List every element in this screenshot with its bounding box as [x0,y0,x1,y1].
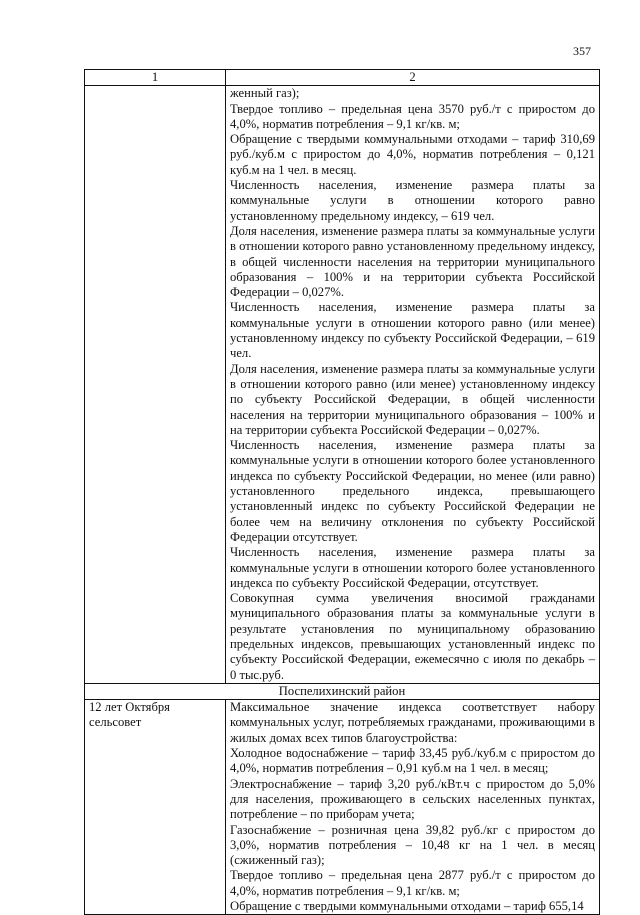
column-header-1: 1 [85,70,226,86]
paragraph: женный газ); [230,86,300,101]
paragraph: Доля населения, изменение размера платы за коммунальные услуги в отношении которого равно (или менее) установленному индексу по субъекту Российской Федерации, в общей численности населения на территории муниципального образования – 100% и на территории субъекта Российской Федерации – 0,027%. [230,361,595,437]
paragraph: Обращение с твердыми коммунальными отходами – тариф 310,69 руб./куб.м с приростом до 4,0%, норматив потребления – 0,121 куб.м на 1 чел. в месяц. [230,132,595,177]
paragraph: Доля населения, изменение размера платы за коммунальные услуги в отношении которого равно установленному предельному индексу, в общей численности населения на территории муниципального образования – 100% и на территории субъекта Российской Федерации – 0,027%. [230,223,595,300]
paragraph: Численность населения, изменение размера платы за коммунальные услуги в отношении которого равно (или менее) установленному индексу по субъекту Российской Федерации, – 619 чел. [230,300,595,361]
content-cell [226,700,600,915]
section-row [85,683,600,699]
paragraph: Численность населения, изменение размера платы за коммунальные услуги в отношении которого более установленного индекса по субъекту Российской Федерации, отсутствует. [230,545,595,590]
paragraph: Электроснабжение – тариф 3,20 руб./кВт.ч с приростом до 5,0% для населения, проживающего в сельских населенных пунктах, потребление – по приборам учета; [230,776,595,822]
paragraph: Численность населения, изменение размера платы за коммунальные услуги в отношении которого равно установленному предельному индексу, – 619 чел. [230,178,595,223]
paragraph: Совокупная сумма увеличения вносимой гражданами муниципального образования платы за коммунальные услуги в результате установления по муниципальному образованию предельных индексов, превышающих установленный индекс по субъекту Российской Федерации, ежемесячно с июля по декабрь – 0 тыс.руб. [230,591,595,682]
section-title: Поспелихинский район [85,683,600,699]
municipality-cell: 12 лет Октября сельсовет [85,700,226,915]
column-header-2: 2 [226,70,600,86]
table-row [85,86,600,684]
paragraph: Холодное водоснабжение – тариф 33,45 руб./куб.м с приростом до 4,0%, норматив потребления – 0,91 куб.м на 1 чел. в месяц; [230,746,595,776]
paragraph: Максимальное значение индекса соответствует набору коммунальных услуг, потребляемых гражданами, проживающими в жилых домах всех типов благоустройства: [230,700,595,745]
paragraph: Твердое топливо – предельная цена 3570 руб./т с приростом до 4,0%, норматив потребления – 9,1 кг/кв. м; [230,101,595,131]
paragraph: Численность населения, изменение размера платы за коммунальные услуги в отношении которого более установленного индекса по субъекту Российской Федерации, но менее (или равно) установленного предельного индекса, превышающего установленный индекс по субъекту Российской Федерации не более чем на величину отклонения по субъекту Российской Федерации отсутствует. [230,438,595,544]
paragraph: Обращение с твердыми коммунальными отходами – тариф 655,14 [230,899,584,914]
paragraph: Газоснабжение – розничная цена 39,82 руб./кг с приростом до 3,0%, норматив потребления – 10,48 кг на 1 чел. в месяц (сжиженный газ); [230,822,595,868]
table-header-row [85,70,600,86]
municipality-cell-empty [85,86,226,684]
document-table [84,69,600,915]
content-cell [226,86,600,684]
paragraph: Твердое топливо – предельная цена 2877 руб./т с приростом до 4,0%, норматив потребления – 9,1 кг/кв. м; [230,868,595,898]
page-number: 357 [573,44,591,58]
table-row [85,700,600,915]
